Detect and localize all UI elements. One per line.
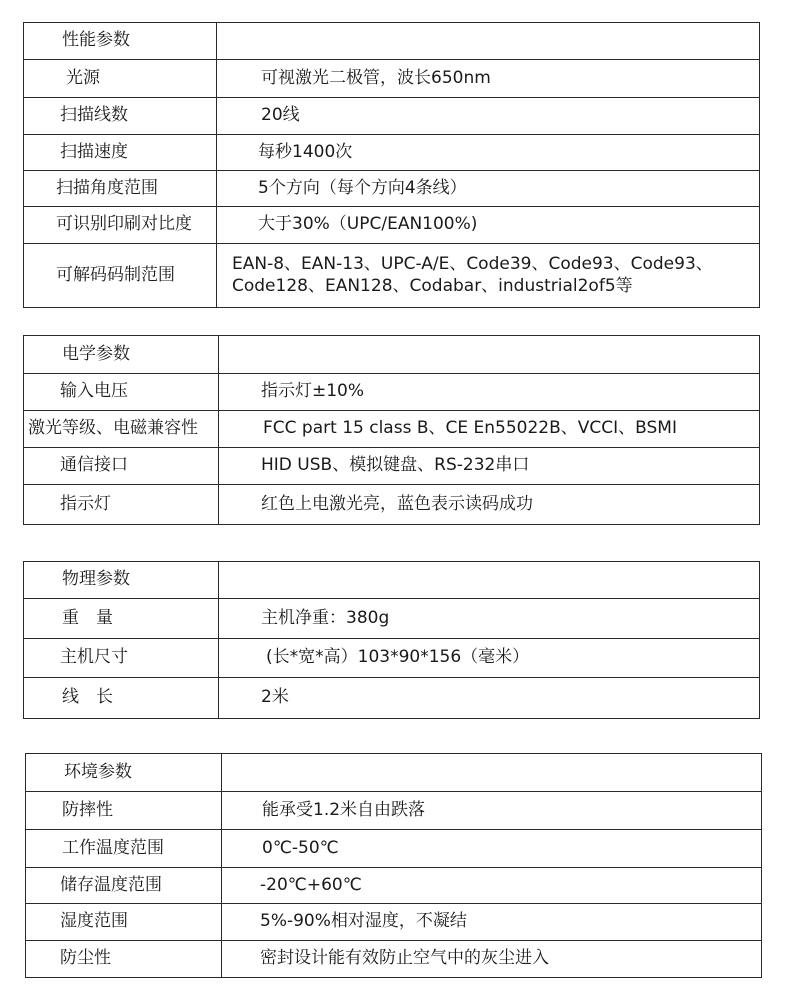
section-title: 环境参数	[26, 754, 222, 792]
table-row	[26, 904, 762, 941]
table-row	[24, 411, 760, 448]
table-row	[26, 830, 762, 868]
row-label: 可识别印刷对比度	[24, 207, 217, 244]
environment-params-table	[25, 753, 762, 978]
table-row	[24, 678, 760, 719]
row-label: 激光等级、电磁兼容性	[24, 411, 219, 448]
table-row	[26, 941, 762, 978]
row-value: 可视激光二极管，波长650nm	[217, 60, 760, 98]
table-header-row	[26, 754, 762, 792]
row-label: 可解码码制范围	[24, 244, 217, 308]
row-value: 密封设计能有效防止空气中的灰尘进入	[222, 941, 762, 978]
section-title: 物理参数	[24, 562, 219, 599]
row-label: 通信接口	[24, 448, 219, 485]
table-row	[24, 207, 760, 244]
table-header-row	[24, 562, 760, 599]
row-value: 5个方向（每个方向4条线）	[217, 171, 760, 207]
table-row	[24, 171, 760, 207]
row-label: 扫描线数	[24, 98, 217, 135]
table-header-row	[24, 336, 760, 374]
row-value: 指示灯±10%	[219, 374, 760, 411]
row-value: 主机净重：380g	[219, 599, 760, 639]
row-value: 0℃-50℃	[222, 830, 762, 868]
table-row	[24, 60, 760, 98]
row-label: 光源	[24, 60, 217, 98]
row-label: 扫描角度范围	[24, 171, 217, 207]
row-value: 大于30%（UPC/EAN100%)	[217, 207, 760, 244]
table-row	[26, 868, 762, 904]
performance-params-table	[23, 22, 760, 308]
header-empty-cell	[219, 562, 760, 599]
row-value: 每秒1400次	[217, 135, 760, 171]
row-value: HID USB、模拟键盘、RS-232串口	[219, 448, 760, 485]
row-value: EAN-8、EAN-13、UPC-A/E、Code39、Code93、Code93、Code128、EAN128、Codabar、industrial2of5等	[217, 244, 760, 308]
table-row	[24, 374, 760, 411]
physical-params-table	[23, 561, 760, 719]
table-row	[24, 599, 760, 639]
table-row	[24, 485, 760, 525]
row-value: 能承受1.2米自由跌落	[222, 792, 762, 830]
row-label: 主机尺寸	[24, 639, 219, 678]
row-label: 防摔性	[26, 792, 222, 830]
header-empty-cell	[222, 754, 762, 792]
row-value: 2米	[219, 678, 760, 719]
electrical-params-table	[23, 335, 760, 525]
table-row	[24, 244, 760, 308]
row-value: (长*宽*高）103*90*156（毫米）	[219, 639, 760, 678]
row-label: 指示灯	[24, 485, 219, 525]
header-empty-cell	[219, 336, 760, 374]
row-value: 红色上电激光亮，蓝色表示读码成功	[219, 485, 760, 525]
row-value: 20线	[217, 98, 760, 135]
table-row	[26, 792, 762, 830]
table-row	[24, 448, 760, 485]
table-header-row	[24, 23, 760, 60]
row-label: 线 长	[24, 678, 219, 719]
row-label: 工作温度范围	[26, 830, 222, 868]
row-value: FCC part 15 class B、CE En55022B、VCCI、BSMI	[219, 411, 760, 448]
row-label: 储存温度范围	[26, 868, 222, 904]
row-value: 5%-90%相对湿度，不凝结	[222, 904, 762, 941]
section-title: 性能参数	[24, 23, 217, 60]
header-empty-cell	[217, 23, 760, 60]
table-row	[24, 98, 760, 135]
row-label: 湿度范围	[26, 904, 222, 941]
section-title: 电学参数	[24, 336, 219, 374]
row-label: 输入电压	[24, 374, 219, 411]
row-label: 重 量	[24, 599, 219, 639]
table-row	[24, 135, 760, 171]
table-row	[24, 639, 760, 678]
row-label: 扫描速度	[24, 135, 217, 171]
row-label: 防尘性	[26, 941, 222, 978]
row-value: -20℃+60℃	[222, 868, 762, 904]
